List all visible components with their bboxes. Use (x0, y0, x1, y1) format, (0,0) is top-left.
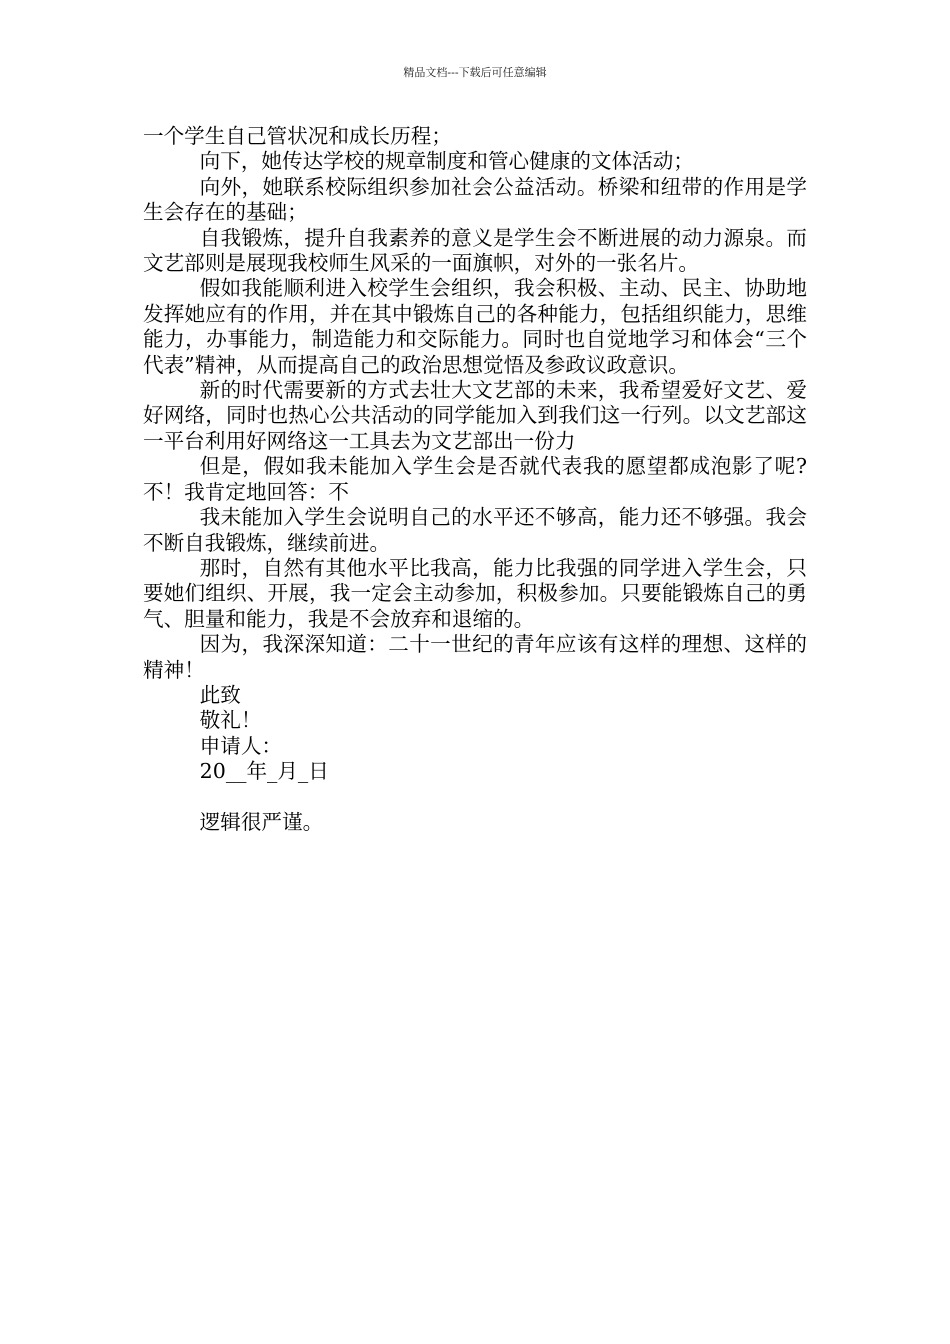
paragraph-8: 我未能加入学生会说明自己的水平还不够高，能力还不够强。我会不断自我锻炼，继续前进。 (143, 505, 807, 555)
paragraph-1: 一个学生自己管状况和成长历程； (143, 124, 452, 148)
document-body (143, 124, 807, 835)
paragraph-10: 因为，我深深知道：二十一世纪的青年应该有这样的理想、这样的精神！ (143, 632, 807, 682)
paragraph-6: 新的时代需要新的方式去壮大文艺部的未来，我希望爱好文艺、爱好网络，同时也热心公共活动的同学能加入到我们这一行列。以文艺部这一平台利用好网络这一工具去为文艺部出一份力 (143, 378, 807, 453)
blank-line (143, 785, 807, 810)
closing-regards: 敬礼！ (199, 708, 262, 733)
paragraph-7: 但是，假如我未能加入学生会是否就代表我的愿望都成泡影了呢?不！我肯定地回答：不 (143, 454, 807, 504)
paragraph-5: 假如我能顺利进入校学生会组织，我会积极、主动、民主、协助地发挥她应有的作用，并在其中锻炼自己的各种能力，包括组织能力，思维能力，办事能力，制造能力和交际能力。同时也自觉地学习和体会“三个代表”精神，从而提高自己的政治思想觉悟及参政议政意识。 (143, 276, 807, 377)
date-line: 20__年_月_日 (199, 759, 329, 784)
applicant-label: 申请人： (199, 733, 283, 758)
paragraph-3: 向外，她联系校际组织参加社会公益活动。桥梁和纽带的作用是学生会存在的基础； (143, 174, 807, 225)
paragraph-9: 那时，自然有其他水平比我高，能力比我强的同学进入学生会，只要她们组织、开展，我一定会主动参加，积极参加。只要能锻炼自己的勇气、胆量和能力，我是不会放弃和退缩的。 (143, 555, 807, 631)
page-header: 精品文档---下载后可任意编辑 (403, 66, 547, 79)
closing-salutation: 此致 (199, 682, 241, 707)
paragraph-4: 自我锻炼，提升自我素养的意义是学生会不断进展的动力源泉。而文艺部则是展现我校师生风采的一面旗帜，对外的一张名片。 (143, 225, 807, 276)
paragraph-2: 向下，她传达学校的规章制度和管心健康的文体活动； (199, 149, 694, 174)
closing-note: 逻辑很严谨。 (199, 809, 324, 834)
